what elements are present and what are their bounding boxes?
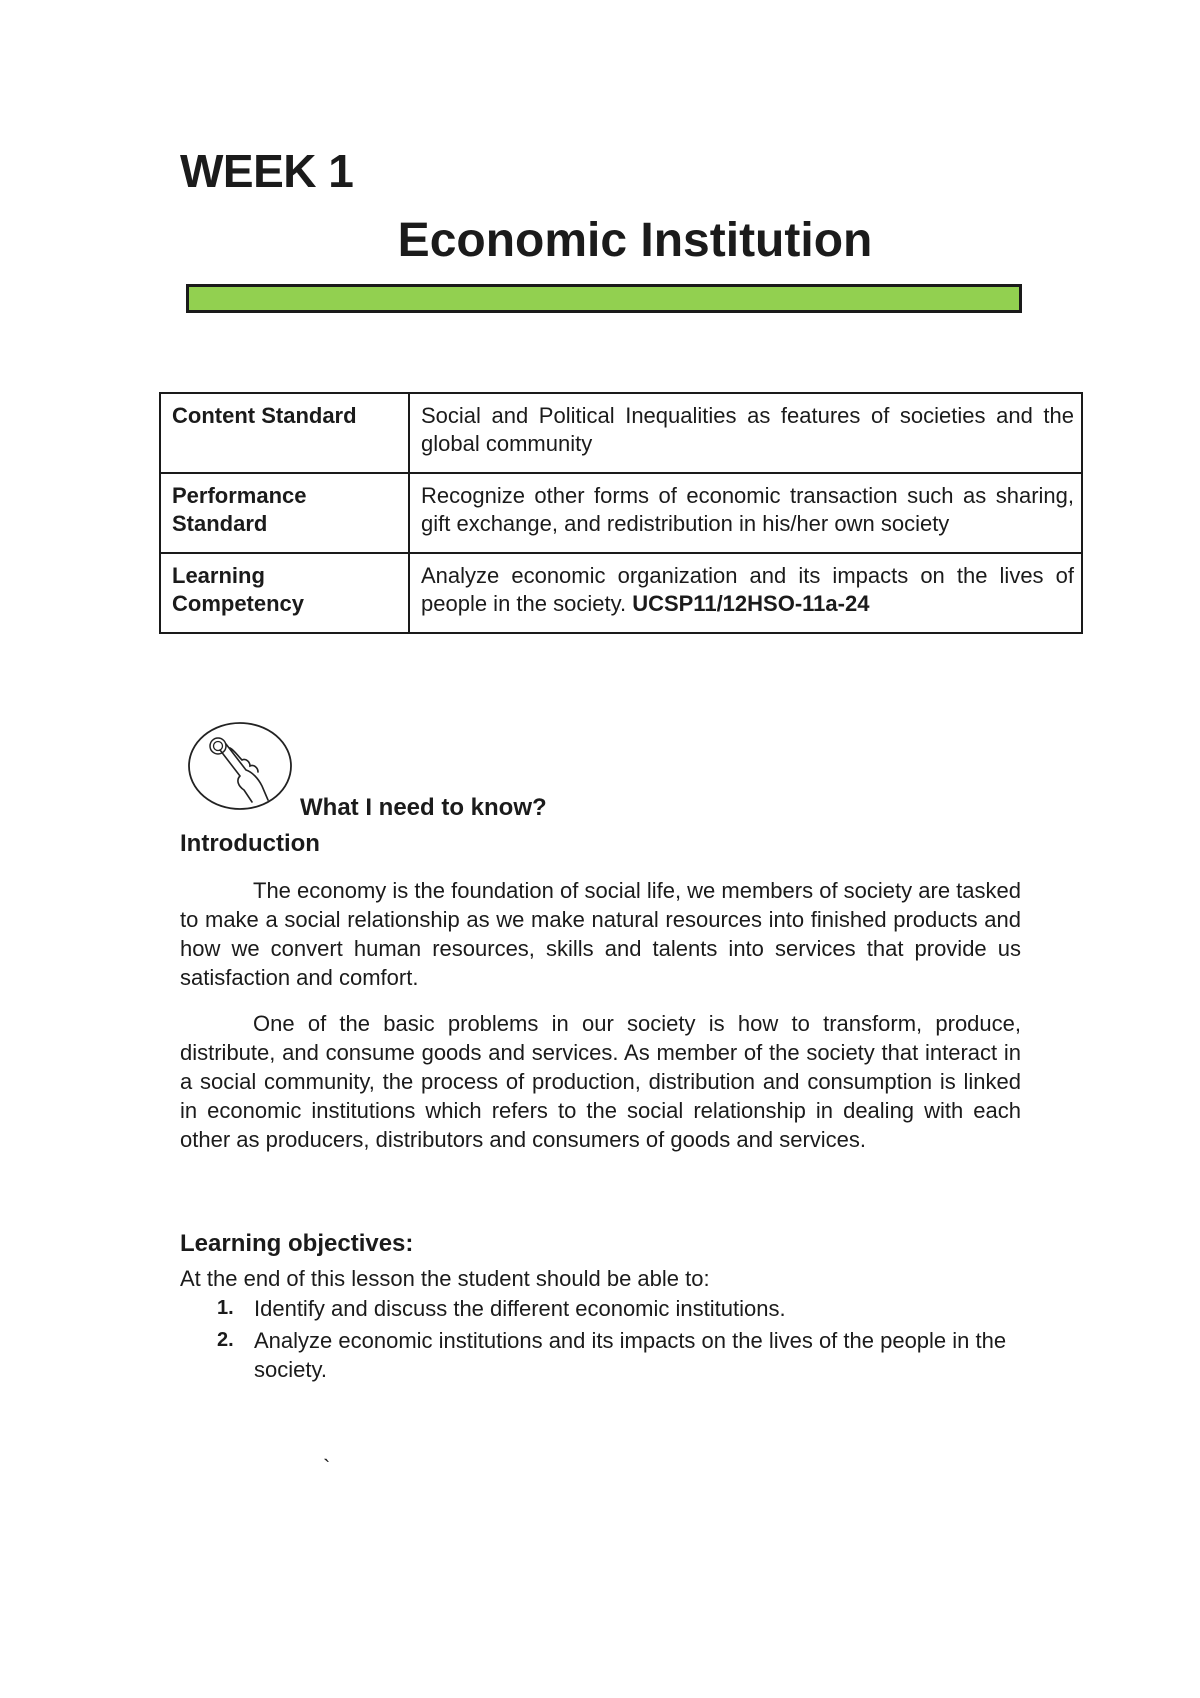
intro-paragraph-1: The economy is the foundation of social life, we members of society are tasked to make a social relationship as we make natural resources into finished products and how we convert human resources, skills and talents into services that provide us satisfaction and comfort. <box>180 878 1021 990</box>
objectives-intro: At the end of this lesson the student should be able to: <box>180 1266 710 1291</box>
week-label: WEEK 1 <box>180 145 354 197</box>
objective-number: 1. <box>217 1297 234 1319</box>
objective-text: Identify and discuss the different economic institutions. <box>254 1296 786 1321</box>
objectives-heading: Learning objectives: <box>180 1230 414 1257</box>
learning-competency-text: Analyze economic organization and its impacts on the lives of people in the society. <box>421 563 1074 616</box>
table-row <box>160 393 1082 473</box>
performance-standard-label: Performance Standard <box>160 473 409 553</box>
touch-hand-icon <box>186 720 294 812</box>
content-standard-label: Content Standard <box>160 393 409 473</box>
performance-standard-value: Recognize other forms of economic transaction such as sharing, gift exchange, and redistribution in his/her own society <box>409 473 1082 553</box>
list-item <box>180 1326 1021 1384</box>
competency-code: UCSP11/12HSO-11a-24 <box>632 591 870 616</box>
stray-mark: ` <box>323 1455 331 1480</box>
section-heading: What I need to know? <box>300 794 547 821</box>
page-title: Economic Institution <box>397 214 873 267</box>
title-underline-bar <box>186 284 1022 313</box>
objective-text: Analyze economic institutions and its impacts on the lives of the people in the society. <box>254 1328 1007 1382</box>
learning-competency-value <box>409 553 1082 633</box>
standards-table <box>159 392 1083 634</box>
list-item <box>180 1294 1021 1323</box>
table-row <box>160 553 1082 633</box>
objective-number: 2. <box>217 1329 234 1351</box>
content-standard-value: Social and Political Inequalities as features of societies and the global community <box>409 393 1082 473</box>
introduction-heading: Introduction <box>180 830 320 857</box>
intro-paragraph-2: One of the basic problems in our society is how to transform, produce, distribute, and consume goods and services. As member of the society that interact in a social community, the process of production, distribution and consumption is linked in economic institutions which refers to the social relationship in dealing with each other as producers, distributors and consumers of goods and services. <box>180 1011 1021 1152</box>
table-row <box>160 473 1082 553</box>
learning-competency-label: Learning Competency <box>160 553 409 633</box>
objectives-list <box>180 1294 1021 1387</box>
